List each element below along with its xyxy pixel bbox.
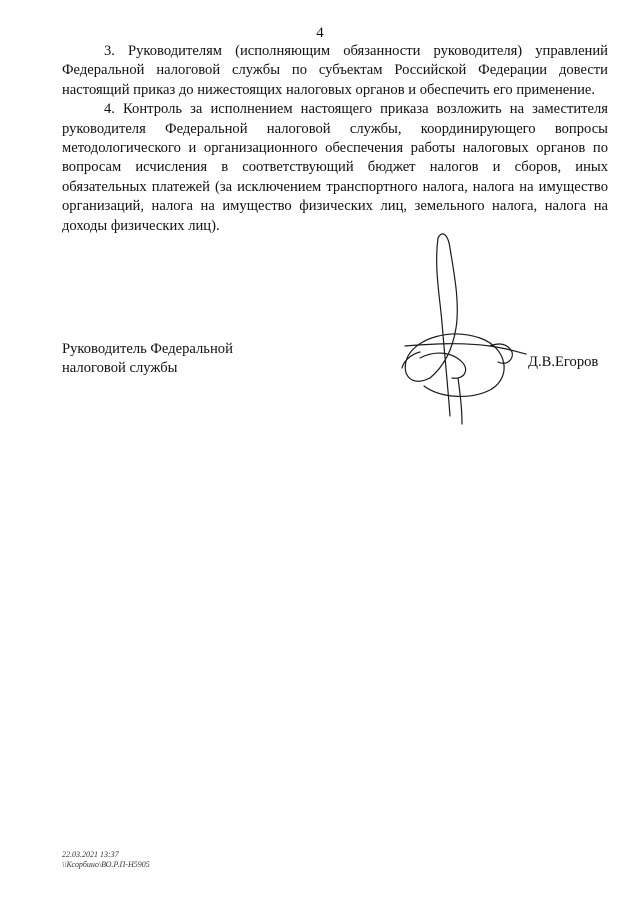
signatory-title-line-1: Руководитель Федеральной [62,341,233,357]
handwritten-signature [390,228,540,428]
signatory-name: Д.В.Егоров [528,354,599,370]
document-footer [62,850,150,870]
footer-document-code: \\Ксорбино\ВО.Р.П-Н5905 [62,860,150,869]
footer-timestamp: 22.03.2021 13:37 [62,850,119,859]
page-number: 4 [316,25,324,41]
signatory-title [62,340,302,379]
paragraph-4: 4. Контроль за исполнением настоящего приказа возложить на заместителя руководителя Федеральной налоговой службы, координирующего вопросы методологического и организационного обеспечения работы налоговых органов по вопросам исчисления в соответствующий бюджет налогов и сборов, иных обязательных платежей (за исключением транспортного налога, налога на имущество организаций, налога на имущество физических лиц, земельного налога, налога на доходы физических лиц). [62,101,608,234]
signatory-title-line-2: налоговой службы [62,360,178,377]
paragraph-3: 3. Руководителям (исполняющим обязанности руководителя) управлений Федеральной налоговой службы по субъектам Российской Федерации довести настоящий приказ до нижестоящих налоговых органов и обеспечить его применение. [62,43,608,98]
document-body [62,42,608,236]
